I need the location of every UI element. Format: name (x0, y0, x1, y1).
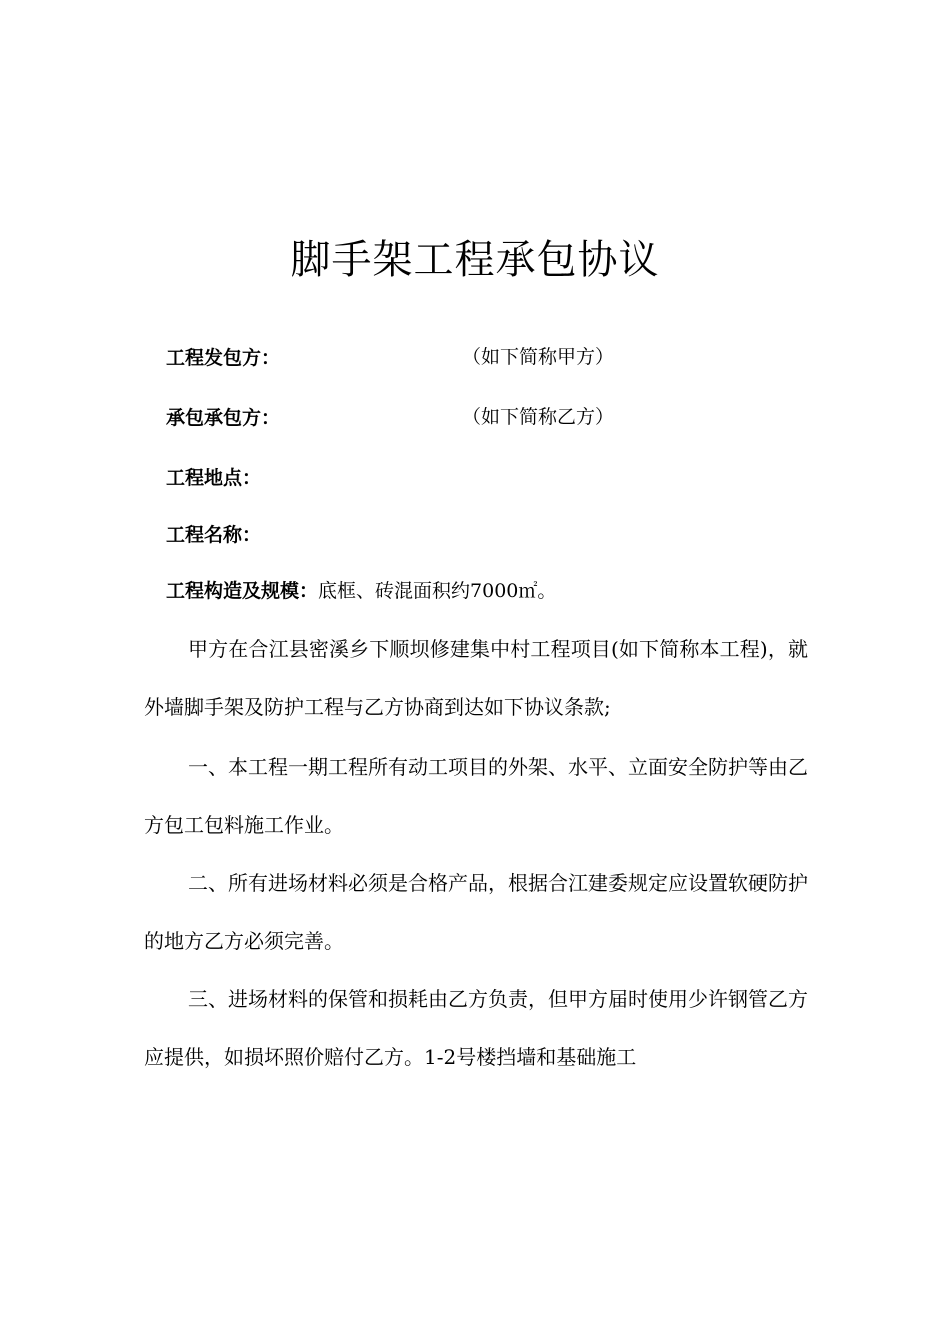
paragraph-intro: 甲方在合江县密溪乡下顺坝修建集中村工程项目(如下简称本工程)，就外墙脚手架及防护工程与乙方协商到达如下协议条款; (144, 637, 808, 719)
field-note: （如下简称甲方） (462, 346, 615, 368)
paragraph-clause-1: 一、本工程一期工程所有动工项目的外架、水平、立面安全防护等由乙方包工包料施工作业。 (144, 755, 808, 837)
field-label: 承包承包方： (166, 407, 281, 429)
field-label: 工程发包方： (166, 347, 281, 369)
field-label: 工程构造及规模： (166, 580, 319, 602)
field-project-name (166, 519, 261, 549)
field-project-scale (166, 575, 556, 605)
field-contractor-receiver (166, 402, 615, 432)
field-note: （如下简称乙方） (462, 406, 615, 428)
paragraph-clause-3: 三、进场材料的保管和损耗由乙方负责，但甲方届时使用少许钢管乙方应提供，如损坏照价赔付乙方。1-2号楼挡墙和基础施工 (144, 987, 808, 1069)
field-label: 工程地点： (166, 467, 262, 489)
field-contractor-issuer (166, 342, 615, 372)
field-label: 工程名称： (166, 524, 262, 546)
document-title: 脚手架工程承包协议 (290, 237, 660, 283)
field-project-location (166, 462, 261, 492)
field-value: 底框、砖混面积约7000㎡。 (318, 580, 557, 602)
paragraph-clause-2: 二、所有进场材料必须是合格产品，根据合江建委规定应设置软硬防护的地方乙方必须完善。 (144, 871, 808, 953)
